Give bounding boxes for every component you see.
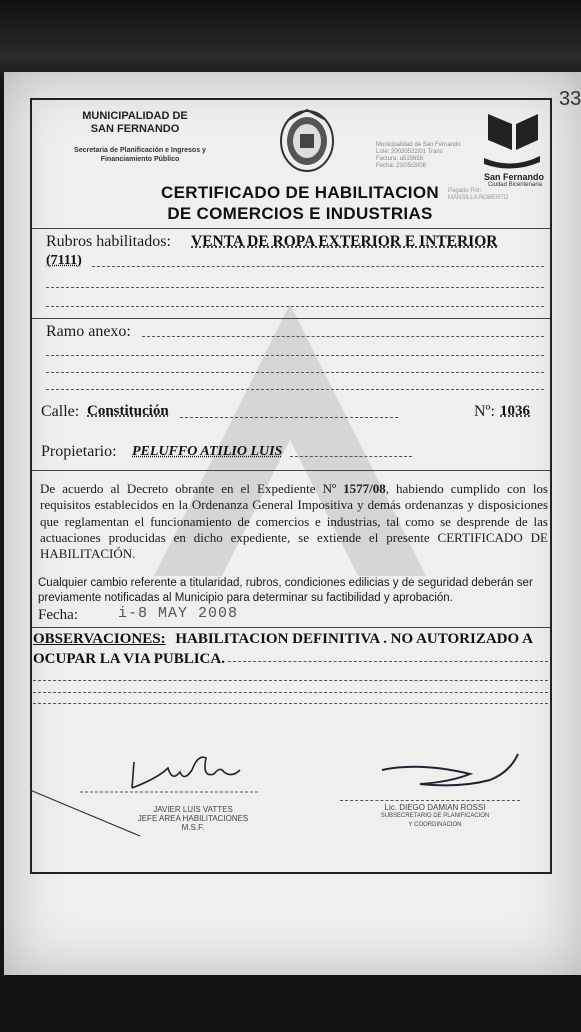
right-signatory: Lic. DIEGO DAMIAN ROSSI SUBSECRETARIO DE PLANIFICACION Y COORDINACION (380, 803, 490, 828)
change-notice: Cualquier cambio referente a titularidad, rubros, condiciones edilicias y de seguridad deberán ser previamente notificadas al Municipio para determinar su factibilidad y aprobación. (38, 577, 533, 604)
rubros-line (92, 266, 544, 267)
fecha-stamp: i-8 MAY 2008 (118, 605, 239, 622)
propietario-line (290, 456, 412, 457)
observaciones-line (33, 703, 548, 704)
observaciones-line (33, 680, 548, 681)
propietario-value: PELUFFO ATILIO LUIS (132, 444, 283, 459)
payment-stamp: Municipalidad de San Fernando Lote: 20030522/01 Trans Factura: a515658 Fecha: 23/05/2008 (376, 142, 461, 169)
section-divider (32, 470, 550, 471)
ramo-label: Ramo anexo: (46, 323, 131, 340)
ramo-line (46, 355, 544, 356)
municipal-seal-icon (278, 108, 336, 174)
observaciones (33, 629, 553, 669)
right-signature-line (340, 800, 520, 801)
calle-label: Calle: (41, 403, 80, 420)
expediente-number: 1577/08 (343, 481, 386, 496)
background-bottom (0, 975, 581, 1032)
title-divider (32, 228, 550, 229)
ramo-line (142, 336, 544, 337)
observaciones-label: OBSERVACIONES: (33, 631, 166, 647)
numero-value: 1036 (500, 403, 530, 419)
brand-name: San Fernando (483, 172, 544, 182)
numero-label: Nº: (474, 403, 495, 420)
payment-stamp-payer: Pagado Por: MANSILLA ROBERTO (448, 188, 509, 201)
page-number: 33 (559, 88, 581, 110)
rubros-value: VENTA DE ROPA EXTERIOR E INTERIOR (191, 233, 498, 250)
propietario-label: Propietario: (41, 443, 117, 460)
municipality-name: MUNICIPALIDAD DE SAN FERNANDO (82, 110, 188, 135)
observaciones-line (228, 661, 548, 662)
ramo-line (46, 372, 544, 373)
calle-line (180, 417, 398, 418)
left-signatory: JAVIER LUIS VATTES JEFE AREA HABILITACIONES M.S.F. (137, 805, 249, 832)
observaciones-value: HABILITACION DEFINITIVA . NO AUTORIZADO A OCUPAR LA VIA PUBLICA. (33, 631, 533, 667)
observaciones-line (33, 692, 548, 693)
san-fernando-logo-icon (482, 110, 542, 170)
rubros-line (46, 306, 544, 307)
rubros-code: (7111) (46, 253, 82, 268)
section-divider (32, 627, 550, 628)
brand-subtitle: Ciudad Bicentenaria (487, 182, 542, 188)
right-signature (380, 752, 525, 794)
rubros-line (46, 287, 544, 288)
certificate-name: CERTIFICADO DE HABILITACIÓN (40, 529, 548, 562)
rubros-label: Rubros habilitados: (46, 233, 171, 250)
secretariat-name: Secretaria de Planificación e Ingresos y Financiamiento Público (74, 147, 206, 163)
section-divider (32, 318, 550, 319)
fecha-label: Fecha: (38, 607, 78, 623)
certificate-body: De acuerdo al Decreto obrante en el Expediente Nº 1577/08, habiendo cumplido con los requisitos establecidos en la Ordenanza General Impositiva y demás ordenanzas y disposiciones que reglamentan el funcionamiento de comercios e industrias, tal como se desprende de las actuaciones producidas en dicho expediente, se extiende el presente CERTIFICADO DE HABILITACIÓN. (40, 481, 548, 562)
ramo-line (46, 389, 544, 390)
calle-value: Constitución (87, 403, 169, 419)
certificate-title: CERTIFICADO DE HABILITACION DE COMERCIOS E INDUSTRIAS (161, 183, 439, 223)
